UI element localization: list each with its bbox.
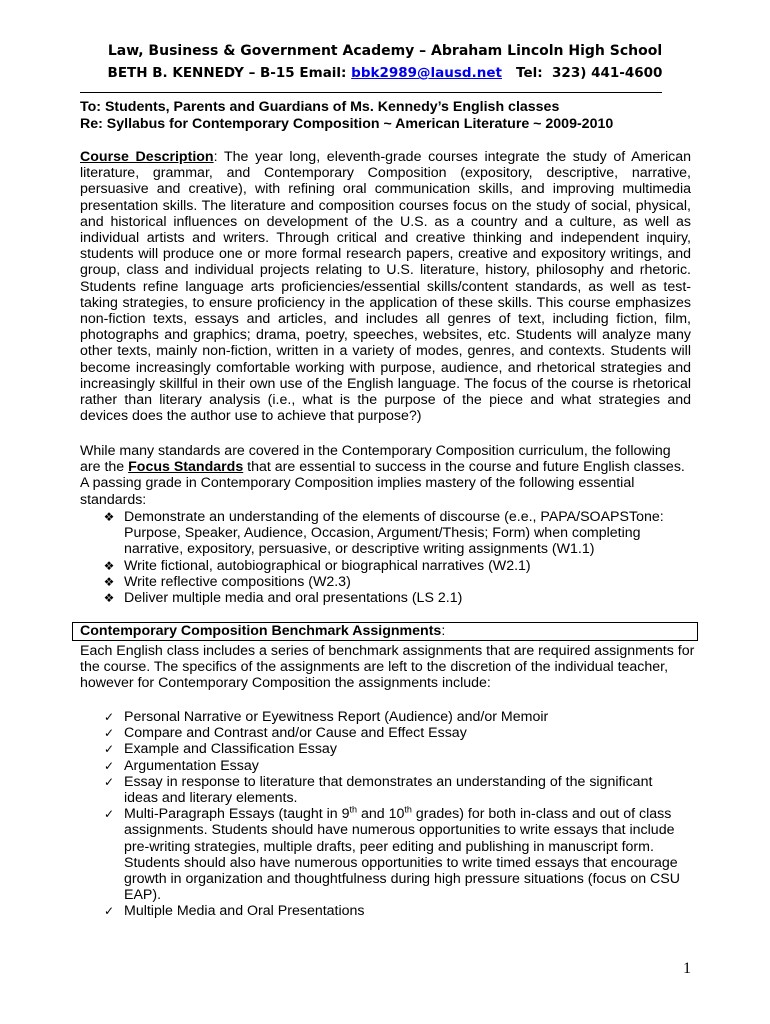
list-item — [0, 558, 684, 574]
benchmark-list — [0, 709, 684, 920]
list-item-text: Multi-Paragraph Essays (taught in 9 — [124, 806, 350, 823]
checkmark-icon: ✓ — [103, 904, 115, 919]
list-item — [0, 806, 684, 903]
list-item-text: Multiple Media and Oral Presentations — [124, 903, 365, 920]
page-number: 1 — [683, 960, 691, 977]
focus-standards-list — [0, 509, 684, 606]
list-item-text: and 10 — [357, 806, 405, 823]
list-item-text: Write reflective compositions (W2.3) — [124, 573, 351, 590]
teacher-name-room: BETH B. KENNEDY – B-15 Email: — [107, 65, 352, 81]
diamond-bullet-icon: ❖ — [103, 591, 115, 606]
checkmark-icon: ✓ — [103, 758, 115, 773]
memo-to: To: Students, Parents and Guardians of Ms. Kennedy’s English classes — [80, 99, 560, 115]
list-item-text: Example and Classification Essay — [124, 741, 337, 758]
diamond-bullet-icon: ❖ — [103, 558, 115, 573]
benchmark-intro: Each English class includes a series of benchmark assignments that are required assignments for the course. The specifics of the assignments are left to the discretion of the individual teacher, however for Contemporary Composition the assignments include: — [80, 643, 695, 692]
memo-re: Re: Syllabus for Contemporary Composition ~ American Literature ~ 2009-2010 — [80, 116, 614, 132]
list-item-text: Deliver multiple media and oral presentations (LS 2.1) — [124, 590, 463, 607]
school-header: Law, Business & Government Academy – Abraham Lincoln High School — [107, 43, 663, 59]
standards-intro — [80, 443, 695, 508]
course-description-heading: Course Description — [80, 149, 214, 165]
standards-intro-text: While many standards are covered in the Contemporary Composition curriculum, the following are the — [80, 443, 671, 476]
checkmark-icon: ✓ — [103, 726, 115, 741]
checkmark-icon: ✓ — [103, 807, 115, 822]
list-item-text: Personal Narrative or Eyewitness Report (Audience) and/or Memoir — [124, 709, 549, 725]
list-item — [0, 741, 684, 757]
checkmark-icon: ✓ — [103, 710, 115, 724]
list-item-text: Essay in response to literature that demonstrates an understanding of the significant ideas and literary elements. — [124, 773, 653, 807]
benchmark-title: Contemporary Composition Benchmark Assignments — [80, 623, 442, 639]
list-item — [0, 725, 684, 741]
list-item — [0, 774, 684, 806]
list-item — [0, 574, 684, 590]
teacher-contact-line — [0, 65, 770, 81]
header-divider — [80, 92, 662, 93]
list-item-text: grades) for both in-class and out of class assignments. Students should have numerous opportunities to write essays that include pre-writing strategies, multiple drafts, peer editing and publishing in manuscript form. Students should also have numerous opportunities to write timed essays that encourage growth in organization and thoughtfulness during high pressure situations (focus on CSU EAP). — [124, 806, 681, 904]
list-item-text: Write fictional, autobiographical or biographical narratives (W2.1) — [124, 557, 531, 574]
list-item-text: Argumentation Essay — [124, 757, 259, 774]
benchmark-heading-box — [72, 622, 698, 641]
list-item-text: Demonstrate an understanding of the elements of discourse (e.e., PAPA/SOAPSTone: Purpose, Speaker, Audience, Occasion, Argument/Thesis; Form) when completing narrative, expository, persuasive, or descriptive writing assignments (W1.1) — [124, 509, 664, 558]
ordinal-superscript: th — [349, 804, 358, 815]
telephone: Tel: 323) 441-4600 — [501, 65, 663, 81]
checkmark-icon: ✓ — [103, 774, 115, 789]
diamond-bullet-icon: ❖ — [103, 510, 115, 524]
standards-intro-text-2: that are essential to success in the course and future English classes. A passing grade in Contemporary Composition implies mastery of the following essential standards: — [80, 459, 685, 508]
ordinal-superscript: th — [404, 804, 412, 815]
list-item-text: Compare and Contrast and/or Cause and Effect Essay — [124, 725, 467, 742]
email-link[interactable]: bbk2989@lausd.net — [351, 65, 502, 81]
list-item — [0, 709, 684, 725]
list-item — [0, 758, 684, 774]
course-description — [80, 149, 691, 424]
course-description-text: : The year long, eleventh-grade courses integrate the study of American literature, grammar, and Contemporary Composition (expository, descriptive, narrative, persuasive and creative), with refining oral communication skills, and improving multimedia presentation skills. The literature and composition courses focus on the study of social, physical, and historical influences on development of the U.S. as a country and a culture, as well as individual artists and writers. Through critical and creative thinking and independent inquiry, students will produce one or more formal research papers, creative and expository writings, and group, class and individual projects relating to U.S. literature, history, philosophy and rhetoric. Students refine language arts proficiencies/essential skills/content standards, as well as test-taking strategies, to ensure proficiency in the application of these skills. This course emphasizes non-fiction texts, essays and articles, and includes all genres of text, including fiction, film, photographs and graphics; drama, poetry, speeches, websites, etc. Students will analyze many other texts, mainly non-fiction, written in a variety of modes, genres, and contexts. Students will become increasingly comfortable working with purpose, audience, and rhetorical strategies and increasingly skillful in their own use of the English language. The focus of the course is rhetorical rather than literary analysis (i.e., what is the purpose of the piece and what strategies and devices does the author use to achieve that purpose?) — [80, 149, 691, 425]
benchmark-colon: : — [441, 623, 446, 639]
diamond-bullet-icon: ❖ — [103, 574, 115, 589]
list-item — [0, 590, 684, 606]
focus-standards-emphasis: Focus Standards — [128, 459, 244, 476]
list-item — [0, 509, 684, 558]
checkmark-icon: ✓ — [103, 742, 115, 757]
list-item — [0, 903, 684, 919]
